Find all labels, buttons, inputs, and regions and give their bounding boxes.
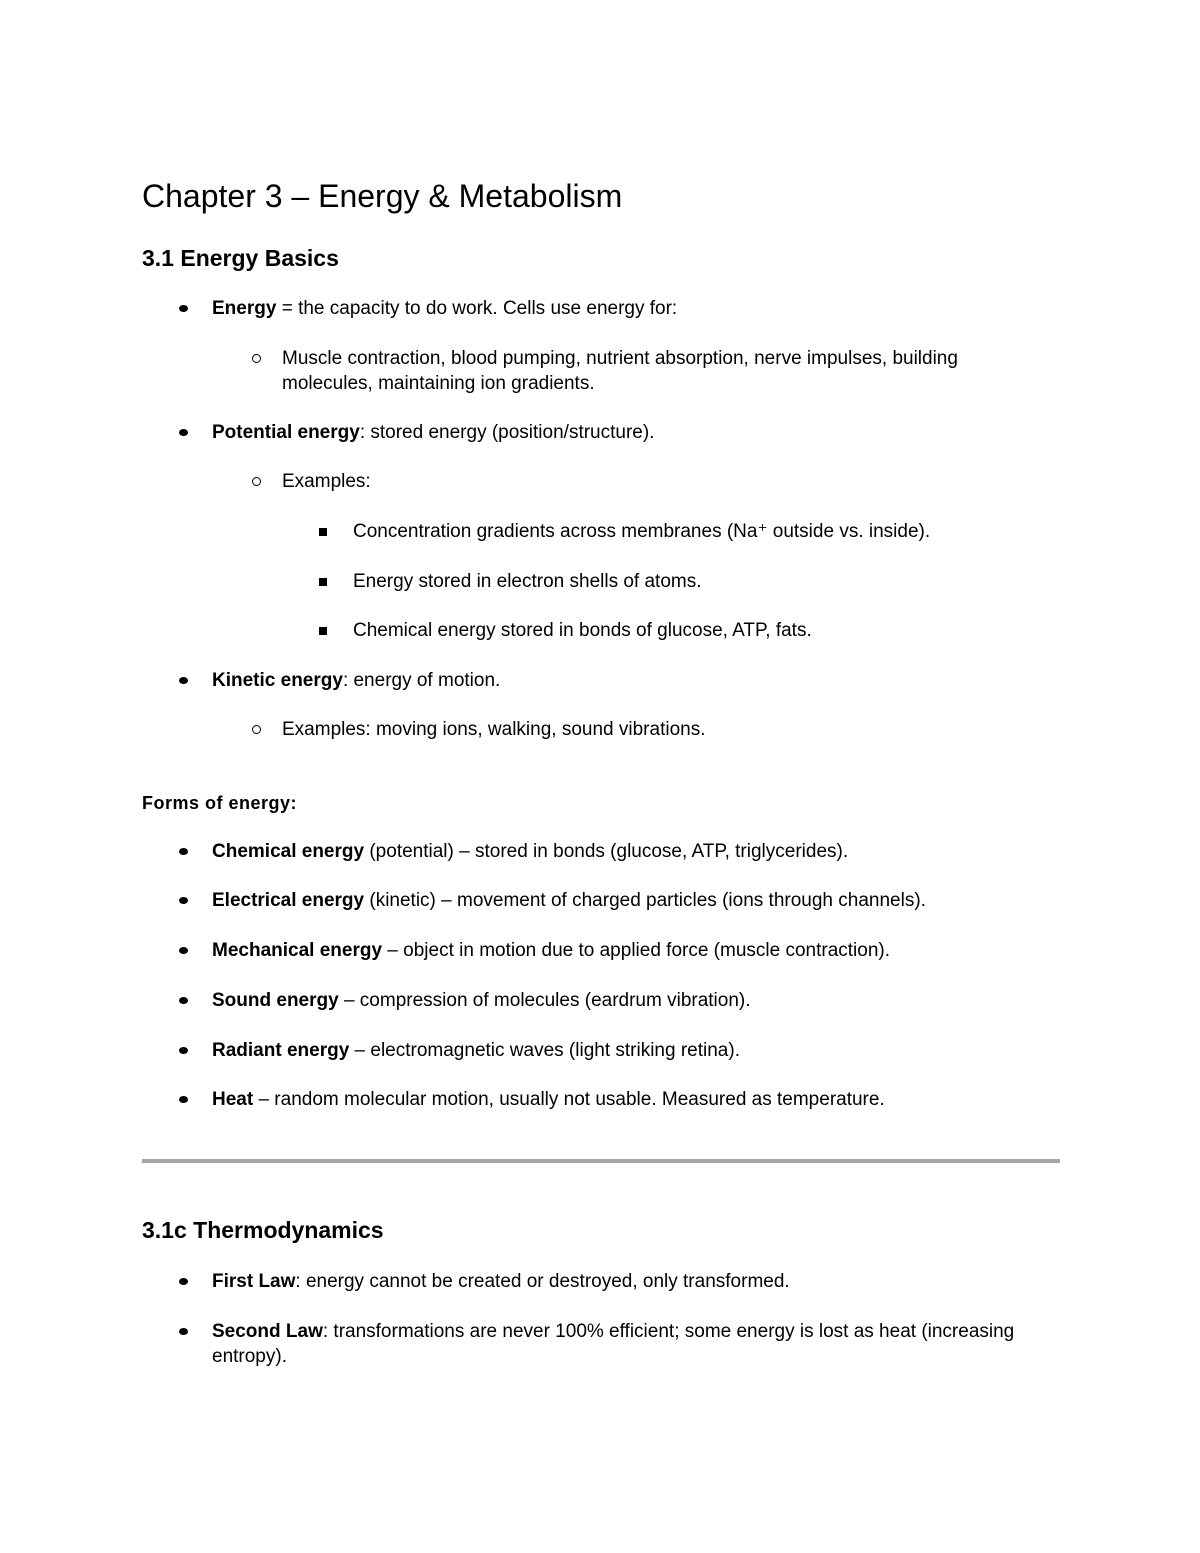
disc-bullet-icon <box>173 669 193 694</box>
term-second-law: Second Law <box>212 1321 323 1342</box>
disc-bullet-icon <box>173 297 193 322</box>
disc-bullet-icon <box>173 1039 193 1064</box>
list-item-radiant-energy <box>212 1039 740 1064</box>
list-item-energy <box>212 297 677 322</box>
sub-item-examples: Examples: <box>282 471 371 492</box>
list-item-chemical-energy <box>212 840 848 865</box>
disc-bullet-icon <box>173 1088 193 1113</box>
document-page <box>142 0 1060 1553</box>
disc-bullet-icon <box>173 1270 193 1295</box>
circle-bullet-icon <box>246 718 266 743</box>
disc-bullet-icon <box>173 889 193 914</box>
term-mechanical-energy: Mechanical energy <box>212 940 383 961</box>
list-item-electrical-energy <box>212 889 926 914</box>
term-electrical-energy: Electrical energy <box>212 890 365 911</box>
term-chemical-energy: Chemical energy <box>212 841 365 862</box>
section-heading-energy-basics: 3.1 Energy Basics <box>142 245 339 271</box>
circle-bullet-icon <box>246 470 266 495</box>
term-potential-energy: Potential energy <box>212 422 360 443</box>
definition-second-law: : transformations are never 100% efficient; some energy is lost as heat (increasing entropy). <box>212 1321 1015 1367</box>
term-kinetic-energy: Kinetic energy <box>212 670 343 691</box>
definition-potential-energy: : stored energy (position/structure). <box>359 422 655 443</box>
definition-radiant-energy: – electromagnetic waves (light striking retina). <box>349 1040 740 1061</box>
list-item-sound-energy <box>212 989 751 1014</box>
list-item-mechanical-energy <box>212 939 890 964</box>
term-energy: Energy <box>212 298 277 319</box>
forms-of-energy-label: Forms of energy: <box>142 793 298 813</box>
definition-energy: = the capacity to do work. Cells use energy for: <box>276 298 678 319</box>
term-heat: Heat <box>212 1089 254 1110</box>
list-item-kinetic-energy <box>212 669 500 694</box>
horizontal-divider <box>142 1159 1060 1163</box>
list-item-heat <box>212 1088 885 1113</box>
page-title: Chapter 3 – Energy & Metabolism <box>142 178 623 214</box>
circle-bullet-icon <box>246 347 266 372</box>
example-item: Energy stored in electron shells of atoms. <box>353 571 702 592</box>
list-item-potential-energy <box>212 421 654 446</box>
definition-electrical-energy: (kinetic) – movement of charged particles (ions through channels). <box>364 890 926 911</box>
list-item-second-law <box>212 1320 1032 1369</box>
disc-bullet-icon <box>173 939 193 964</box>
term-radiant-energy: Radiant energy <box>212 1040 350 1061</box>
definition-sound-energy: – compression of molecules (eardrum vibration). <box>338 990 751 1011</box>
square-bullet-icon <box>313 619 333 644</box>
definition-first-law: : energy cannot be created or destroyed, only transformed. <box>295 1271 790 1292</box>
example-item: Chemical energy stored in bonds of glucose, ATP, fats. <box>353 620 812 641</box>
sub-item-kinetic-examples: Examples: moving ions, walking, sound vibrations. <box>282 719 706 740</box>
definition-chemical-energy: (potential) – stored in bonds (glucose, ATP, triglycerides). <box>364 841 849 862</box>
disc-bullet-icon <box>173 989 193 1014</box>
square-bullet-icon <box>313 570 333 595</box>
section-heading-thermodynamics: 3.1c Thermodynamics <box>142 1217 384 1243</box>
definition-kinetic-energy: : energy of motion. <box>342 670 501 691</box>
term-sound-energy: Sound energy <box>212 990 339 1011</box>
list-item-first-law <box>212 1270 790 1295</box>
disc-bullet-icon <box>173 421 193 446</box>
definition-mechanical-energy: – object in motion due to applied force (muscle contraction). <box>382 940 891 961</box>
example-item: Concentration gradients across membranes (Na⁺ outside vs. inside). <box>353 521 931 542</box>
sub-item-energy-uses: Muscle contraction, blood pumping, nutrient absorption, nerve impulses, building molecules, maintaining ion gradients. <box>282 348 958 394</box>
disc-bullet-icon <box>173 840 193 865</box>
definition-heat: – random molecular motion, usually not usable. Measured as temperature. <box>253 1089 885 1110</box>
disc-bullet-icon <box>173 1320 193 1345</box>
square-bullet-icon <box>313 520 333 545</box>
term-first-law: First Law <box>212 1271 296 1292</box>
